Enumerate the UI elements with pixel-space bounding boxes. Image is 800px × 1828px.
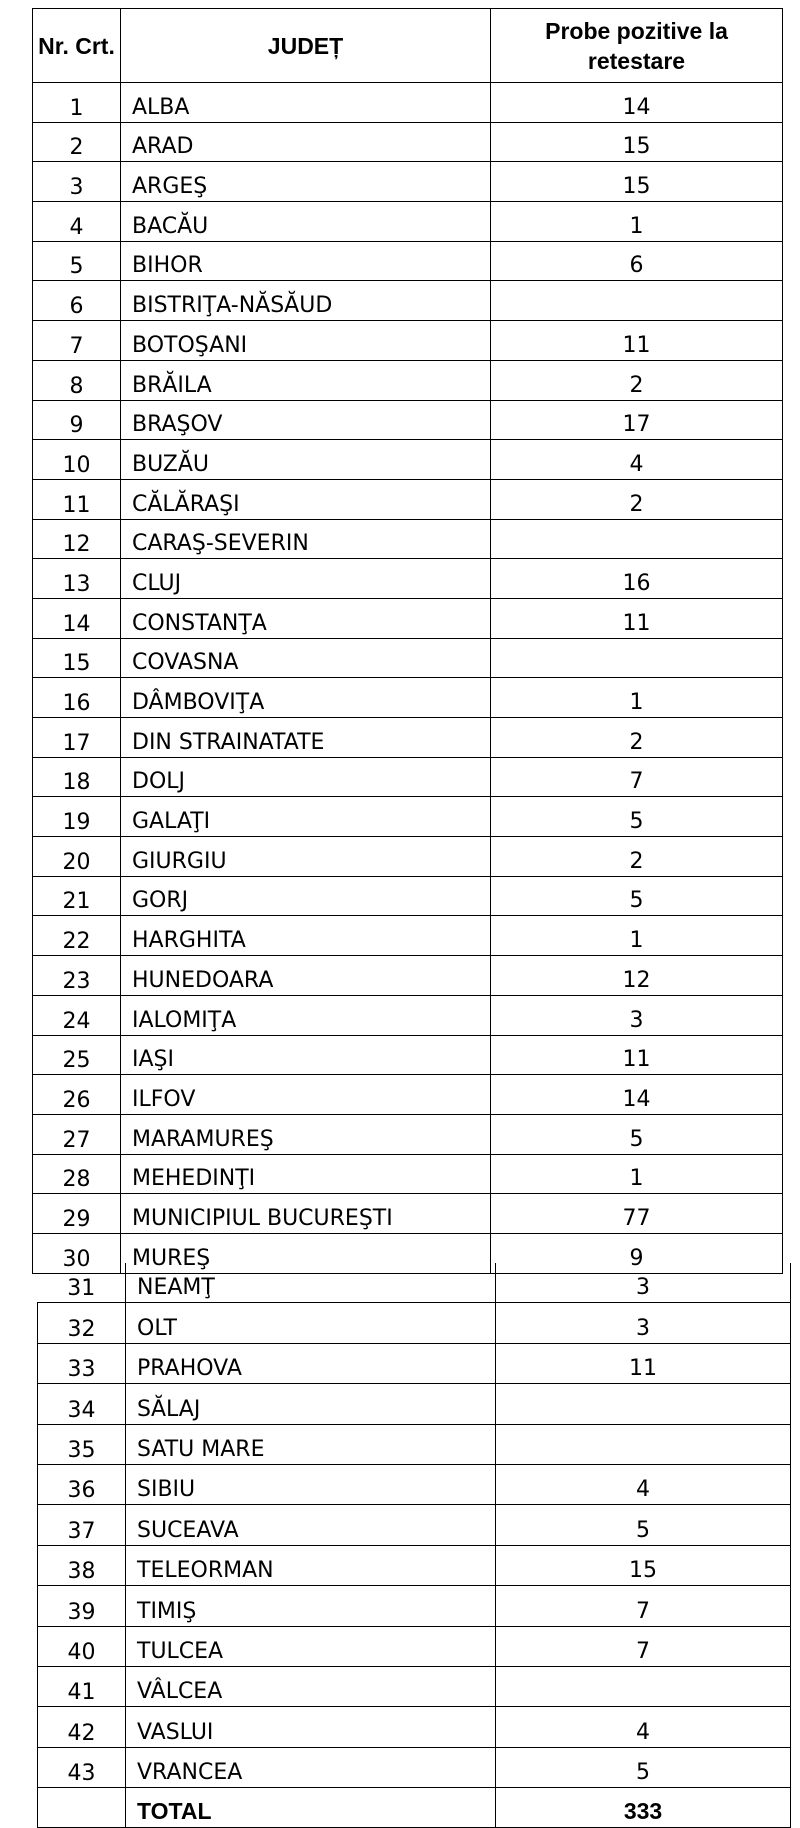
county-name: ILFOV	[121, 1075, 491, 1115]
row-number: 12	[33, 519, 121, 559]
county-name: DIN STRAINATATE	[121, 718, 491, 758]
table-row	[38, 1263, 791, 1303]
county-name: BRĂILA	[121, 360, 491, 400]
total-value: 333	[496, 1788, 791, 1828]
table-row	[33, 400, 783, 440]
county-name: CLUJ	[121, 559, 491, 599]
row-number: 43	[38, 1747, 126, 1787]
positive-count: 3	[491, 995, 783, 1035]
county-name: OLT	[126, 1303, 496, 1343]
table-row	[38, 1626, 791, 1666]
row-number: 36	[38, 1464, 126, 1504]
table-row	[38, 1303, 791, 1343]
table-row	[33, 757, 783, 797]
table-row	[33, 440, 783, 480]
county-name: IAŞI	[121, 1035, 491, 1075]
table-row	[33, 1194, 783, 1234]
row-number: 17	[33, 718, 121, 758]
positive-count: 11	[491, 1035, 783, 1075]
table-row	[38, 1384, 791, 1424]
table-row	[33, 202, 783, 242]
results-table-part-1	[32, 8, 783, 1274]
row-number: 10	[33, 440, 121, 480]
positive-count: 7	[496, 1586, 791, 1626]
row-number: 24	[33, 995, 121, 1035]
row-number: 16	[33, 678, 121, 718]
row-number: 40	[38, 1626, 126, 1666]
positive-count: 5	[491, 797, 783, 837]
table-row	[33, 837, 783, 877]
row-number: 32	[38, 1303, 126, 1343]
county-name: MUNICIPIUL BUCUREŞTI	[121, 1194, 491, 1234]
row-number: 6	[33, 281, 121, 321]
county-name: MUREŞ	[121, 1233, 491, 1273]
positive-count	[491, 519, 783, 559]
positive-count: 14	[491, 1075, 783, 1115]
row-number: 11	[33, 479, 121, 519]
county-name: CONSTANŢA	[121, 598, 491, 638]
county-name: ARGEŞ	[121, 162, 491, 202]
row-number: 39	[38, 1586, 126, 1626]
positive-count: 3	[496, 1303, 791, 1343]
positive-count	[491, 638, 783, 678]
positive-count: 15	[491, 162, 783, 202]
county-name: IALOMIŢA	[121, 995, 491, 1035]
table-row	[33, 479, 783, 519]
row-number: 7	[33, 321, 121, 361]
results-table-part-2	[37, 1263, 791, 1828]
table-row	[38, 1586, 791, 1626]
table-row	[38, 1666, 791, 1706]
row-number: 3	[33, 162, 121, 202]
row-number: 2	[33, 122, 121, 162]
row-number: 37	[38, 1505, 126, 1545]
row-number: 31	[38, 1263, 126, 1303]
county-name: SIBIU	[126, 1464, 496, 1504]
positive-count: 17	[491, 400, 783, 440]
table-row	[33, 598, 783, 638]
table-row	[33, 360, 783, 400]
table-row	[38, 1424, 791, 1464]
county-name: DOLJ	[121, 757, 491, 797]
table-row	[38, 1343, 791, 1383]
positive-count: 5	[491, 876, 783, 916]
table-row	[33, 797, 783, 837]
table-row	[33, 1075, 783, 1115]
positive-count: 3	[496, 1263, 791, 1303]
positive-count: 7	[491, 757, 783, 797]
row-number: 9	[33, 400, 121, 440]
positive-count	[491, 281, 783, 321]
table-row	[33, 1114, 783, 1154]
row-number: 35	[38, 1424, 126, 1464]
county-name: BRAŞOV	[121, 400, 491, 440]
county-name: TULCEA	[126, 1626, 496, 1666]
county-name: ARAD	[121, 122, 491, 162]
table-row	[33, 678, 783, 718]
table-row	[38, 1545, 791, 1585]
positive-count: 5	[491, 1114, 783, 1154]
table-row	[33, 638, 783, 678]
positive-count: 1	[491, 202, 783, 242]
table-row	[38, 1464, 791, 1504]
table-row	[33, 122, 783, 162]
row-number: 22	[33, 916, 121, 956]
positive-count: 2	[491, 479, 783, 519]
positive-count: 77	[491, 1194, 783, 1234]
county-name: CĂLĂRAŞI	[121, 479, 491, 519]
county-name: VASLUI	[126, 1707, 496, 1747]
county-name: HARGHITA	[121, 916, 491, 956]
positive-count	[496, 1424, 791, 1464]
header-row	[33, 9, 783, 83]
positive-count: 11	[496, 1343, 791, 1383]
table-row	[33, 321, 783, 361]
row-number: 25	[33, 1035, 121, 1075]
county-name: GIURGIU	[121, 837, 491, 877]
county-name: BOTOŞANI	[121, 321, 491, 361]
positive-count: 5	[496, 1747, 791, 1787]
table-row	[33, 995, 783, 1035]
row-number: 19	[33, 797, 121, 837]
positive-count: 14	[491, 83, 783, 123]
row-number: 1	[33, 83, 121, 123]
total-label: TOTAL	[126, 1788, 496, 1828]
county-name: VÂLCEA	[126, 1666, 496, 1706]
positive-count: 15	[496, 1545, 791, 1585]
county-name: TIMIŞ	[126, 1586, 496, 1626]
row-number: 8	[33, 360, 121, 400]
positive-count: 12	[491, 956, 783, 996]
county-name: BUZĂU	[121, 440, 491, 480]
county-name: CARAŞ-SEVERIN	[121, 519, 491, 559]
county-name: ALBA	[121, 83, 491, 123]
row-number: 41	[38, 1666, 126, 1706]
county-name: VRANCEA	[126, 1747, 496, 1787]
county-name: TELEORMAN	[126, 1545, 496, 1585]
row-number: 27	[33, 1114, 121, 1154]
table-row	[33, 162, 783, 202]
positive-count	[496, 1666, 791, 1706]
header-probe: Probe pozitive la retestare	[491, 9, 783, 83]
table-row	[33, 559, 783, 599]
row-number: 33	[38, 1343, 126, 1383]
positive-count: 2	[491, 360, 783, 400]
header-judet: JUDEȚ	[121, 9, 491, 83]
positive-count: 4	[496, 1464, 791, 1504]
positive-count: 4	[491, 440, 783, 480]
county-name: SĂLAJ	[126, 1384, 496, 1424]
row-number: 28	[33, 1154, 121, 1194]
row-number: 20	[33, 837, 121, 877]
county-name: BIHOR	[121, 241, 491, 281]
county-name: GALAŢI	[121, 797, 491, 837]
row-number: 30	[33, 1233, 121, 1273]
county-name: BACĂU	[121, 202, 491, 242]
table-row	[33, 83, 783, 123]
table-row	[33, 916, 783, 956]
positive-count: 9	[491, 1233, 783, 1273]
positive-count: 4	[496, 1707, 791, 1747]
county-name: DÂMBOVIŢA	[121, 678, 491, 718]
table-row	[33, 519, 783, 559]
row-number: 42	[38, 1707, 126, 1747]
county-name: BISTRIŢA-NĂSĂUD	[121, 281, 491, 321]
positive-count: 16	[491, 559, 783, 599]
county-name: SUCEAVA	[126, 1505, 496, 1545]
row-number: 21	[33, 876, 121, 916]
table-row	[33, 241, 783, 281]
row-number: 26	[33, 1075, 121, 1115]
county-name: PRAHOVA	[126, 1343, 496, 1383]
positive-count	[496, 1384, 791, 1424]
row-number: 29	[33, 1194, 121, 1234]
county-name: COVASNA	[121, 638, 491, 678]
positive-count: 2	[491, 718, 783, 758]
positive-count: 7	[496, 1626, 791, 1666]
positive-count: 1	[491, 1154, 783, 1194]
county-name: GORJ	[121, 876, 491, 916]
positive-count: 11	[491, 321, 783, 361]
county-name: HUNEDOARA	[121, 956, 491, 996]
county-name: MARAMUREŞ	[121, 1114, 491, 1154]
table-row	[33, 1035, 783, 1075]
row-number: 14	[33, 598, 121, 638]
positive-count: 2	[491, 837, 783, 877]
row-number: 23	[33, 956, 121, 996]
table-row	[38, 1505, 791, 1545]
row-number: 38	[38, 1545, 126, 1585]
county-name: MEHEDINŢI	[121, 1154, 491, 1194]
county-name: NEAMŢ	[126, 1263, 496, 1303]
row-number: 15	[33, 638, 121, 678]
table-row	[33, 1154, 783, 1194]
table-row	[33, 718, 783, 758]
positive-count: 1	[491, 678, 783, 718]
row-number: 4	[33, 202, 121, 242]
table-row	[38, 1707, 791, 1747]
table-row	[33, 956, 783, 996]
positive-count: 5	[496, 1505, 791, 1545]
row-number: 18	[33, 757, 121, 797]
header-nr: Nr. Crt.	[33, 9, 121, 83]
table-row	[33, 281, 783, 321]
table-row	[33, 876, 783, 916]
row-number: 5	[33, 241, 121, 281]
positive-count: 11	[491, 598, 783, 638]
county-name: SATU MARE	[126, 1424, 496, 1464]
row-number: 13	[33, 559, 121, 599]
positive-count: 15	[491, 122, 783, 162]
positive-count: 6	[491, 241, 783, 281]
row-number: 34	[38, 1384, 126, 1424]
positive-count: 1	[491, 916, 783, 956]
table-row	[38, 1747, 791, 1787]
